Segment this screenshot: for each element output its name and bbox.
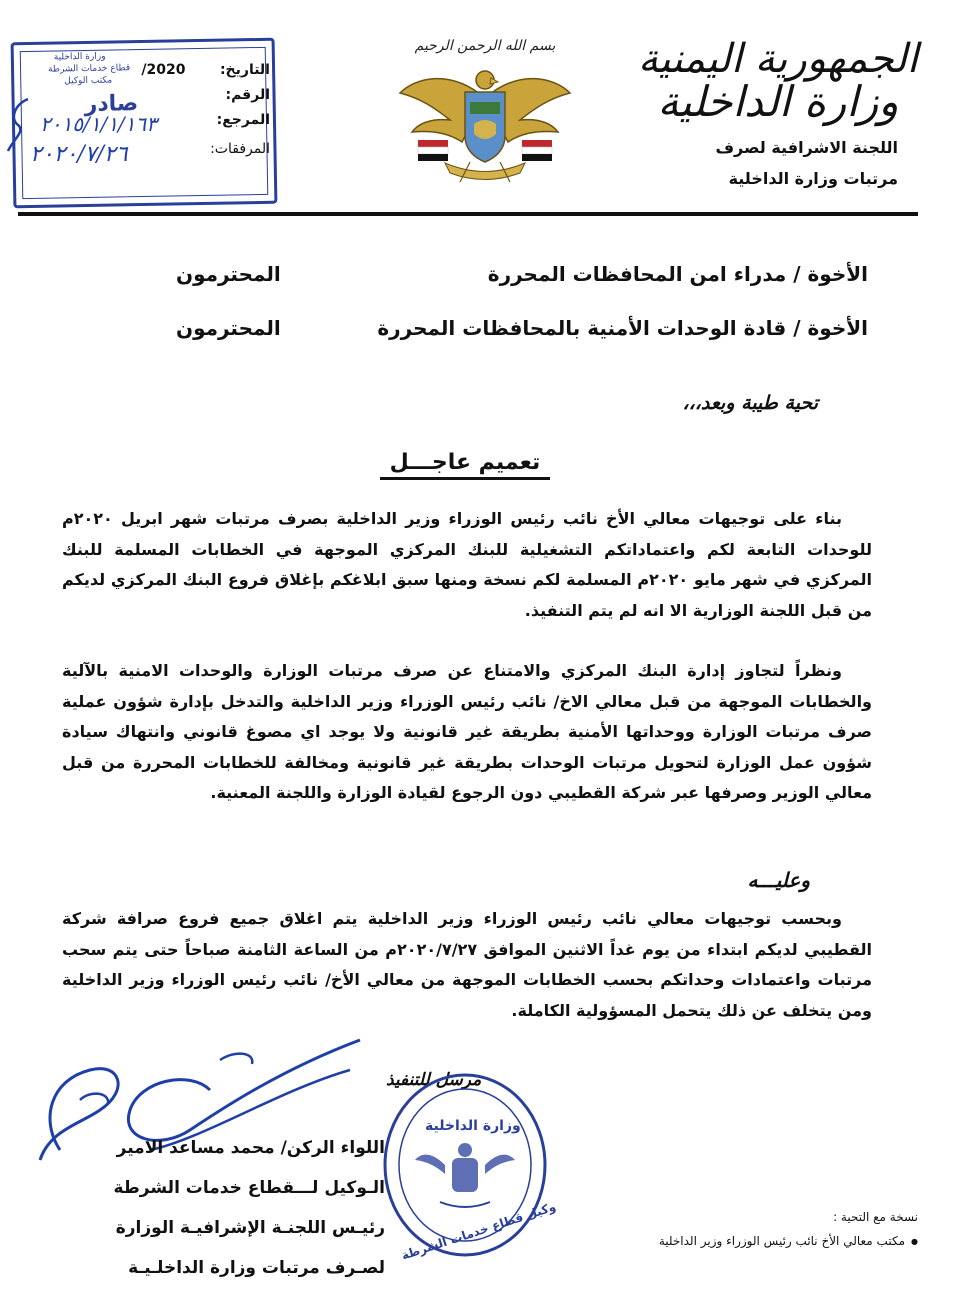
- signature-block: [95, 1128, 385, 1288]
- emblem-block: [380, 38, 590, 187]
- copy-to: [659, 1210, 918, 1248]
- addressee-honorific: المحترمون: [176, 316, 281, 340]
- handwritten-reference: ٢٠٢٠/٧/٢٦: [30, 142, 128, 167]
- header-divider: [18, 212, 918, 216]
- number-label: الرقم:: [225, 87, 270, 103]
- handwritten-number: ٢٠١٥/١/١/١٦٣: [40, 112, 157, 136]
- received-stamp-line: وزارة الداخلية: [53, 51, 106, 63]
- signatory-name: اللواء الركن/ محمد مساعد الامير: [116, 1138, 385, 1158]
- copy-to-title: نسخة مع التحية :: [833, 1210, 918, 1224]
- date-row: [30, 58, 270, 83]
- republic-title: الجمهورية اليمنية: [637, 36, 919, 82]
- signatory-title: الـوكيل لـــقطاع خدمات الشرطة: [113, 1178, 385, 1198]
- attachments-label: المرفقات:: [210, 141, 270, 157]
- committee-subtitle: مرتبات وزارة الداخلية: [728, 169, 898, 189]
- signatory-title: رئيـس اللجنـة الإشرافيـة الوزارة: [115, 1218, 385, 1238]
- ministry-title: وزارة الداخلية: [657, 77, 899, 126]
- body-paragraph: ونظراً لتجاوز إدارة البنك المركزي والامتناع عن صرف مرتبات الوزارة والوحدات الامنية بالآلية والخطابات الموجهة من قبل معالي الاخ/ نائب رئيس الوزراء وزير الداخلية والتدخل بإدارة شؤون عملية صرف مرتبات الوزارة ووحداتها الأمنية بطريقة غير قانونية ولا يوجد اي مصوغ قانوني وانتهاك سيادة شؤون عمل الوزارة لتحويل مرتبات الوحدات بطريقة غير قانونية ومخالفة للخطابات المحررة من قبل معالي الوزير وصرفها عبر شركة القطيبي دون الرجوع لقيادة الوزارة واللجنة المعنية.: [62, 661, 872, 802]
- addressee-to: الأخوة / مدراء امن المحافظات المحررة: [487, 262, 868, 286]
- received-stamp-line: قطاع خدمات الشرطة: [47, 63, 131, 75]
- number-row: [30, 83, 270, 108]
- greeting: تحية طيبة وبعد،،،: [682, 392, 818, 414]
- reference-label: المرجع:: [216, 112, 270, 128]
- letterhead: [628, 38, 928, 188]
- subject-heading: تعميم عاجـــل: [380, 450, 550, 480]
- pen-mark-icon: [4, 95, 34, 155]
- body-paragraph: وبحسب توجيهات معالي نائب رئيس الوزراء وزير الداخلية يتم اغلاق جميع فروع صرافة شركة القطيبي لديكم ابتداء من يوم غداً الاثنين الموافق ٢٠٢٠/٧/٢٧م من الساعة الثامنة صباحاً حتى يتم سحب مرتبات واعتمادات وحداتكم بحسب الخطابات الموجهة من معالي الأخ/ نائب رئيس الوزراء وزير الداخلية ومن يتخلف عن ذلك يتحمل المسؤولية الكاملة.: [62, 909, 872, 1020]
- therefore-heading: وعليـــه: [747, 868, 810, 892]
- received-stamp-line: مكتب الوكيل: [64, 75, 113, 87]
- copy-to-item: ● مكتب معالي الأخ نائب رئيس الوزراء وزير الداخلية: [659, 1234, 918, 1248]
- addressee-line: [148, 316, 868, 340]
- basmala: بسم الله الرحمن الرحيم: [414, 38, 556, 54]
- signatory-title: لصـرف مرتبات وزارة الداخلـيـة: [128, 1258, 385, 1278]
- seal-bottom-text: وكيل قطاع خدمات الشرطة: [399, 1199, 558, 1263]
- committee-name: اللجنة الاشرافية لصرف: [715, 138, 898, 158]
- addressee-honorific: المحترمون: [176, 262, 281, 286]
- addressee-line: [148, 262, 868, 286]
- received-stamp-outgoing: صادر: [84, 91, 139, 118]
- yemen-eagle-emblem-icon: [390, 58, 580, 183]
- date-label: التاريخ:: [219, 62, 270, 78]
- body-paragraph: بناء على توجيهات معالي الأخ نائب رئيس الوزراء وزير الداخلية بصرف مرتبات شهر ابريل ٢٠٢٠م للوحدات التابعة لكم واعتماداتكم التشغيلية للبنك المركزي الموجهة في الخطابات المسلمة للبنك المركزي في شهر مايو ٢٠٢٠م المسلمة لكم نسخة ومنها سبق ابلاغكم بإغلاق فروع البنك المركزي لديكم من قبل اللجنة الوزارية الا انه لم يتم التنفيذ.: [62, 509, 872, 620]
- date-value: 2020/: [141, 62, 186, 78]
- for-execution-label: مرسل للتنفيذ: [386, 1070, 482, 1090]
- addressee-to: الأخوة / قادة الوحدات الأمنية بالمحافظات المحررة: [377, 316, 868, 340]
- seal-top-text: وزارة الداخلية: [425, 1118, 521, 1134]
